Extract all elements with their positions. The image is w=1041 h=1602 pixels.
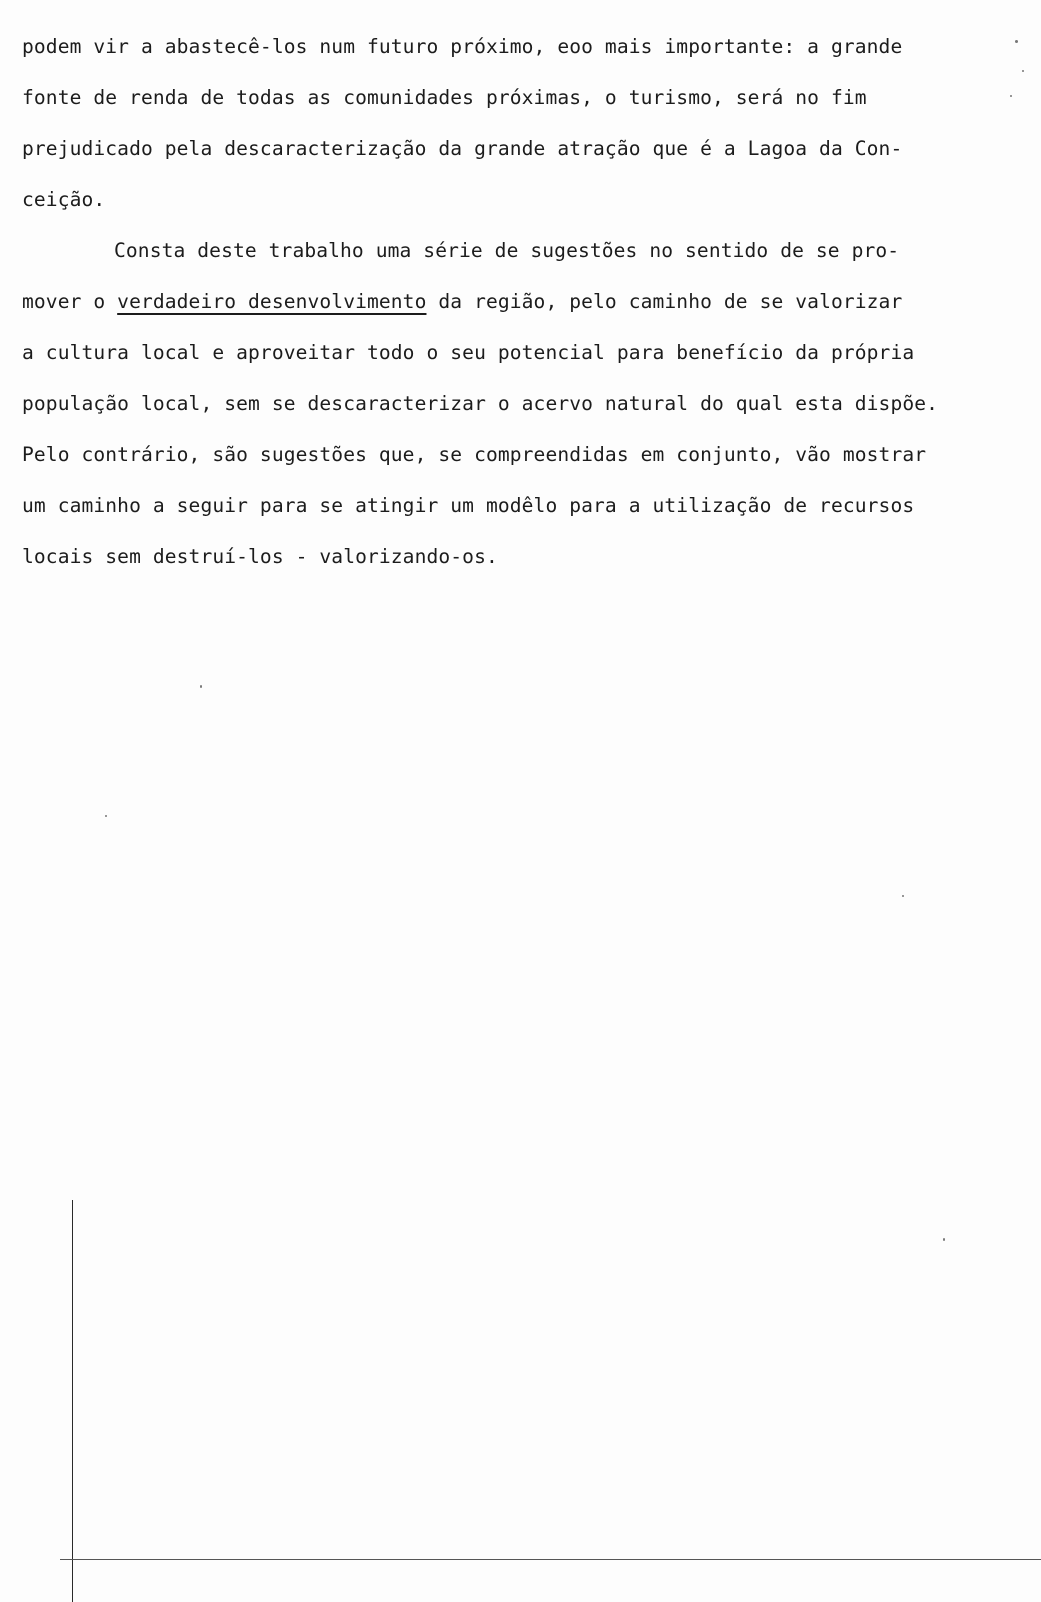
text-line: locais sem destruí-los - valorizando-os. [22,545,498,568]
scan-speck [1022,70,1024,72]
text-line: população local, sem se descaracterizar o acervo natural do qual esta dispõe. [22,392,939,415]
text-line: fonte de renda de todas as comunidades próximas, o turismo, será no fim [22,86,867,109]
scan-speck [105,815,107,817]
left-margin-rule [72,1200,73,1602]
bottom-rule [60,1559,1041,1560]
text-line: Pelo contrário, são sugestões que, se compreendidas em conjunto, vão mostrar [22,443,927,466]
text-segment: da região, pelo caminho de se valorizar [426,290,903,313]
text-line: podem vir a abastecê-los num futuro próximo, eoo mais importante: a grande [22,35,903,58]
body-text [22,30,1034,591]
scan-speck [1010,95,1012,97]
text-line: ceição. [22,188,106,211]
text-line: um caminho a seguir para se atingir um modêlo para a utilização de recursos [22,494,915,517]
text-line: prejudicado pela descaracterização da grande atração que é a Lagoa da Con- [22,137,903,160]
text-line-indented: Consta deste trabalho uma série de sugestões no sentido de se pro- [114,239,900,262]
text-segment: mover o [22,290,118,313]
scan-speck [902,895,904,897]
scan-speck [1015,40,1018,43]
paragraph-2 [22,234,1034,591]
text-line-with-underline [22,285,1034,336]
text-line: a cultura local e aproveitar todo o seu potencial para benefício da própria [22,341,915,364]
scan-speck [943,1238,945,1241]
paragraph-1 [22,30,1034,234]
underlined-phrase: verdadeiro desenvolvimento [117,290,427,313]
scan-speck [200,685,202,688]
